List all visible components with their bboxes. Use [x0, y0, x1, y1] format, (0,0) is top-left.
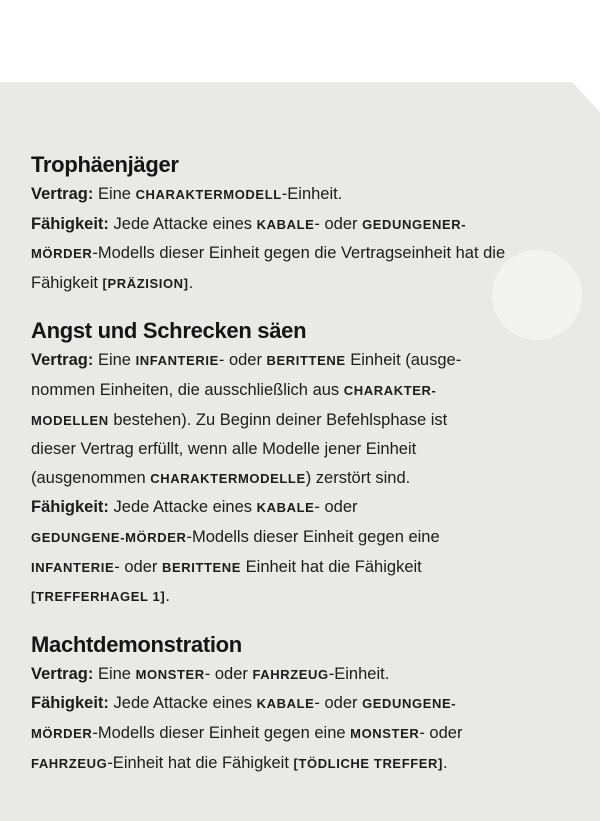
keyword: MÖRDER: [31, 725, 93, 741]
text-run: -Modells dieser Einheit gegen eine: [92, 723, 351, 742]
text-run: - oder: [204, 664, 253, 683]
text-run: .: [165, 587, 170, 606]
text-run: Jede Attacke eines: [108, 498, 257, 517]
field-label: Vertrag:: [31, 664, 94, 683]
rules-content: [31, 150, 576, 796]
keyword: MODELLEN: [31, 412, 109, 428]
text-run: - oder: [114, 557, 162, 576]
text-run: Eine: [93, 351, 136, 370]
text-run: - oder: [314, 694, 363, 713]
ability-text: [31, 493, 576, 611]
keyword: INFANTERIE: [135, 353, 219, 369]
text-run: .: [188, 273, 194, 292]
keyword: GEDUNGENER-: [362, 216, 467, 232]
keyword: [TREFFERHAGEL 1]: [31, 589, 166, 605]
text-run: Eine: [93, 185, 136, 203]
keyword: BERITTENE: [266, 353, 346, 369]
contract-text: [31, 180, 576, 210]
section-title: Machtdemonstration: [31, 631, 242, 657]
keyword: FAHRZEUG: [252, 666, 329, 682]
keyword: KABALE: [256, 500, 315, 516]
text-run: - oder: [314, 498, 358, 517]
keyword: FAHRZEUG: [31, 755, 108, 771]
field-label: Fähigkeit:: [31, 498, 109, 517]
field-label: Fähigkeit:: [31, 214, 109, 233]
section-title: Trophäenjäger: [31, 152, 179, 177]
text-run: Jede Attacke eines: [108, 694, 257, 713]
text-run: -Modells dieser Einheit gegen eine: [186, 527, 440, 546]
text-run: Eine: [93, 664, 136, 683]
section-machtdemonstration: [31, 630, 576, 778]
keyword: KABALE: [256, 696, 315, 712]
text-run: dieser Vertrag erfüllt, wenn alle Modelle jener Einheit: [31, 440, 417, 459]
keyword: MÖRDER: [31, 246, 93, 262]
text-run: - oder: [314, 214, 363, 233]
contract-text: [31, 660, 576, 690]
text-run: -Einheit hat die Fähigkeit: [107, 753, 294, 772]
text-run: ) zerstört sind.: [305, 468, 411, 487]
ability-text: [31, 689, 576, 778]
ability-text: [31, 210, 576, 299]
text-run: nommen Einheiten, die ausschließlich aus: [31, 380, 344, 399]
text-run: Jede Attacke eines: [108, 214, 257, 233]
keyword: [TÖDLICHE TREFFER]: [293, 755, 443, 771]
keyword: BERITTENE: [161, 559, 242, 575]
section-trophaeenjaeger: [31, 150, 576, 298]
text-run: -Einheit.: [281, 185, 343, 203]
section-angst-und-schrecken: [31, 316, 576, 611]
keyword: [PRÄZISION]: [102, 275, 189, 291]
keyword: CHARAKTER-: [343, 382, 437, 398]
keyword: MONSTER: [135, 666, 205, 682]
text-run: Einheit (ausge-: [345, 351, 462, 370]
field-label: Vertrag:: [31, 351, 94, 370]
keyword: INFANTERIE: [31, 559, 115, 575]
contract-text: [31, 346, 576, 493]
text-run: - oder: [419, 723, 463, 742]
keyword: MONSTER: [350, 725, 420, 741]
text-run: (ausgenommen: [31, 468, 151, 487]
field-label: Fähigkeit:: [31, 694, 109, 713]
keyword: CHARAKTERMODELLE: [150, 470, 306, 486]
keyword: GEDUNGENE-: [362, 696, 457, 712]
keyword: GEDUNGENE-MÖRDER: [31, 529, 187, 545]
text-run: - oder: [218, 351, 267, 370]
field-label: Vertrag:: [31, 185, 94, 203]
text-run: Einheit hat die Fähigkeit: [241, 557, 422, 576]
text-run: -Einheit.: [328, 664, 390, 683]
text-run: .: [442, 753, 448, 772]
keyword: CHARAKTERMODELL: [135, 187, 282, 202]
text-run: -Modells dieser Einheit gegen die Vertragseinheit hat die Fähigkeit: [31, 244, 506, 292]
keyword: KABALE: [256, 216, 315, 232]
section-title: Angst und Schrecken säen: [31, 318, 307, 344]
text-run: bestehen). Zu Beginn deiner Befehlsphase ist: [108, 410, 448, 429]
